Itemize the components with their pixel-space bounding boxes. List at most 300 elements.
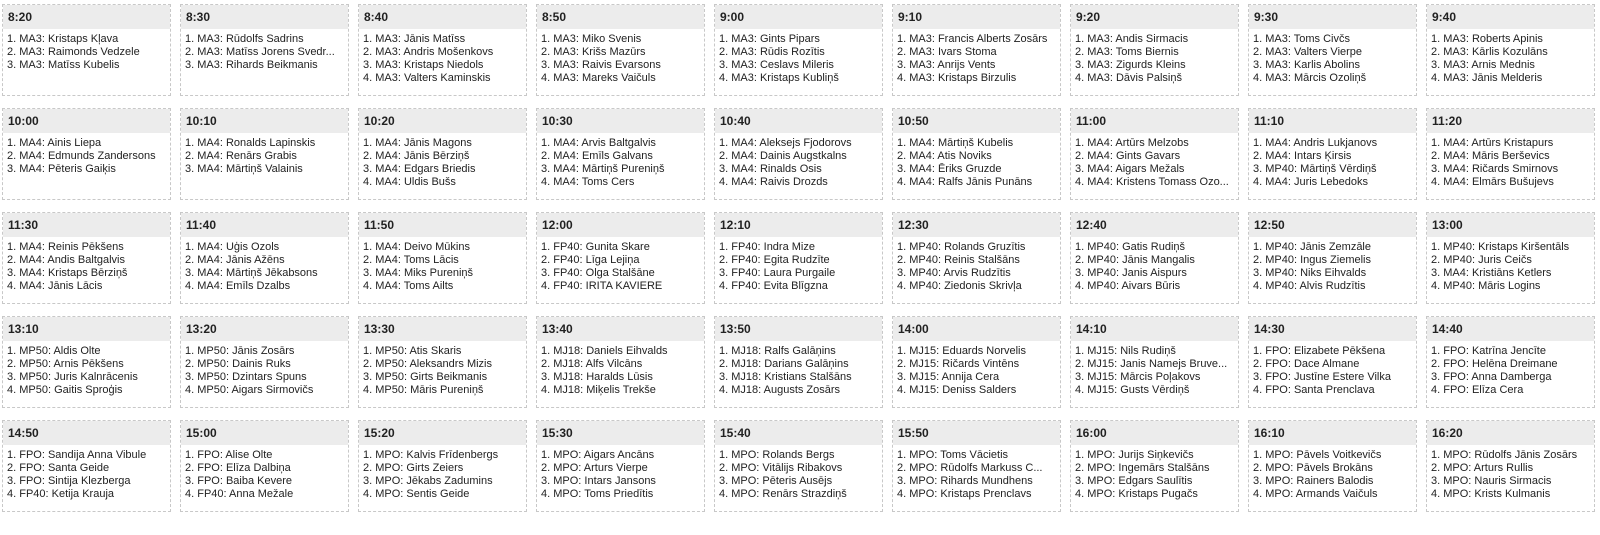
time-slot-header: 15:50	[893, 421, 1060, 445]
participant-entry: 2. FPO: Santa Geide	[7, 462, 110, 474]
participant-entry: 1. MA4: Deivo Mūkins	[363, 241, 470, 253]
participant-list	[1249, 445, 1416, 501]
participant-list	[359, 445, 526, 501]
time-slot-header: 11:40	[181, 213, 348, 237]
participant-list	[715, 29, 882, 85]
participant-list	[3, 445, 170, 501]
participant-entry: 1. FPO: Katrīna Jencīte	[1431, 345, 1546, 357]
participant-list	[1071, 445, 1238, 501]
time-slot-card	[1248, 108, 1417, 200]
participant-entry: 3. MA4: Mārtiņš Valainis	[185, 163, 303, 175]
time-slot-card	[714, 4, 883, 96]
participant-entry: 3. MJ15: Annija Cera	[897, 371, 1000, 383]
participant-entry: 1. MA4: Artūrs Melzobs	[1075, 137, 1189, 149]
time-slot-card	[1426, 420, 1595, 512]
participant-entry: 2. MA3: Andris Mošenkovs	[363, 46, 494, 58]
participant-entry: 1. MA3: Miko Svenis	[541, 33, 642, 45]
participant-entry: 1. FPO: Elizabete Pēkšena	[1253, 345, 1386, 357]
time-slot-card	[536, 420, 705, 512]
time-slot-card	[2, 316, 171, 408]
participant-entry: 1. FP40: Indra Mize	[719, 241, 815, 253]
time-slot-header: 13:40	[537, 317, 704, 341]
time-slot-header: 9:00	[715, 5, 882, 29]
participant-entry: 4. FP40: Ketija Krauja	[7, 488, 115, 500]
time-slot-card	[714, 316, 883, 408]
participant-entry: 1. MP40: Kristaps Kiršentāls	[1431, 241, 1570, 253]
participant-entry: 2. MA4: Emīls Galvans	[541, 150, 653, 162]
participant-entry: 2. MA4: Andis Baltgalvis	[7, 254, 126, 266]
participant-entry: 4. MJ18: Miķelis Trekše	[541, 384, 656, 396]
participant-list	[1071, 341, 1238, 397]
participant-entry: 3. MA4: Edgars Briedis	[363, 163, 476, 175]
time-slot-header: 8:50	[537, 5, 704, 29]
participant-entry: 3. MJ18: Kristians Stalšāns	[719, 371, 852, 383]
time-slot-card	[2, 108, 171, 200]
participant-entry: 2. MA4: Toms Lācis	[363, 254, 459, 266]
participant-list	[359, 237, 526, 293]
participant-entry: 3. FPO: Justīne Estere Vilka	[1253, 371, 1391, 383]
time-slot-card	[1070, 212, 1239, 304]
participant-entry: 3. MA3: Kristaps Niedols	[363, 59, 484, 71]
time-slot-header: 9:10	[893, 5, 1060, 29]
participant-entry: 3. MPO: Nauris Sirmacis	[1431, 475, 1552, 487]
time-slot-header: 14:00	[893, 317, 1060, 341]
time-slot-card	[180, 420, 349, 512]
participant-entry: 2. MPO: Pāvels Brokāns	[1253, 462, 1373, 474]
participant-list	[3, 237, 170, 293]
time-slot-header: 8:40	[359, 5, 526, 29]
time-slot-header: 14:30	[1249, 317, 1416, 341]
participant-entry: 4. MA4: Kristens Tomass Ozo...	[1075, 176, 1229, 188]
time-slot-header: 12:00	[537, 213, 704, 237]
participant-list	[1427, 445, 1594, 501]
participant-entry: 2. MA4: Intars Ķirsis	[1253, 150, 1352, 162]
participant-entry: 1. MA3: Francis Alberts Zosārs	[897, 33, 1048, 45]
time-slot-card	[2, 4, 171, 96]
participant-entry: 3. MA4: Aigars Mežals	[1075, 163, 1185, 175]
time-slot-header: 10:50	[893, 109, 1060, 133]
participant-entry: 1. MA3: Kristaps Kļava	[7, 33, 119, 45]
participant-entry: 4. MP40: Ziedonis Skrivļa	[897, 280, 1022, 292]
participant-entry: 4. MA3: Mareks Vaičuls	[541, 72, 656, 84]
participant-entry: 2. MPO: Arturs Vierpe	[541, 462, 648, 474]
participant-entry: 2. MP40: Ingus Ziemelis	[1253, 254, 1371, 266]
time-slot-card	[1426, 316, 1595, 408]
participant-entry: 1. MPO: Rūdolfs Jānis Zosārs	[1431, 449, 1578, 461]
participant-entry: 3. MP40: Arvis Rudzītis	[897, 267, 1011, 279]
time-slot-card	[180, 4, 349, 96]
time-slot-header: 10:40	[715, 109, 882, 133]
time-slot-header: 12:10	[715, 213, 882, 237]
participant-entry: 3. MA4: Pēteris Gaiķis	[7, 163, 116, 175]
participant-entry: 2. FPO: Dace Almane	[1253, 358, 1360, 370]
participant-entry: 4. MJ15: Deniss Salders	[897, 384, 1017, 396]
participant-entry: 1. FPO: Alise Olte	[185, 449, 273, 461]
participant-list	[3, 133, 170, 176]
participant-entry: 2. MA4: Atis Noviks	[897, 150, 992, 162]
time-slot-header: 8:20	[3, 5, 170, 29]
participant-entry: 4. MJ15: Gusts Vērdiņš	[1075, 384, 1190, 396]
participant-entry: 4. MPO: Krists Kulmanis	[1431, 488, 1551, 500]
participant-entry: 4. MPO: Kristaps Prenclavs	[897, 488, 1032, 500]
participant-list	[715, 341, 882, 397]
time-slot-card	[1248, 4, 1417, 96]
participant-list	[893, 445, 1060, 501]
participant-entry: 4. FP40: Anna Mežale	[185, 488, 294, 500]
participant-entry: 2. MA3: Kārlis Kozulāns	[1431, 46, 1548, 58]
participant-entry: 3. MPO: Rainers Balodis	[1253, 475, 1374, 487]
participant-entry: 3. MA3: Matīss Kubelis	[7, 59, 120, 71]
participant-entry: 2. MP40: Juris Ceičs	[1431, 254, 1532, 266]
participant-entry: 4. FPO: Santa Prenclava	[1253, 384, 1375, 396]
participant-entry: 2. MP40: Jānis Mangalis	[1075, 254, 1195, 266]
time-slot-card	[180, 316, 349, 408]
participant-entry: 4. FPO: Elīza Cera	[1431, 384, 1524, 396]
participant-entry: 2. MJ15: Ričards Vintēns	[897, 358, 1020, 370]
participant-list	[1249, 341, 1416, 397]
participant-entry: 3. FP40: Laura Purgaile	[719, 267, 836, 279]
participant-entry: 2. MA3: Krišs Mazūrs	[541, 46, 646, 58]
participant-entry: 2. MPO: Girts Zeiers	[363, 462, 464, 474]
participant-entry: 3. MPO: Rihards Mundhens	[897, 475, 1033, 487]
participant-entry: 2. MP50: Dainis Ruks	[185, 358, 291, 370]
participant-entry: 1. MJ15: Eduards Norvelis	[897, 345, 1026, 357]
participant-entry: 3. MA3: Zigurds Kleins	[1075, 59, 1186, 71]
participant-entry: 4. MA4: Juris Lebedoks	[1253, 176, 1368, 188]
participant-entry: 2. MPO: Ingemārs Stalšāns	[1075, 462, 1210, 474]
participant-list	[893, 341, 1060, 397]
participant-entry: 1. MP40: Gatis Rudiņš	[1075, 241, 1186, 253]
time-slot-card	[714, 108, 883, 200]
participant-entry: 1. MPO: Rolands Bergs	[719, 449, 835, 461]
participant-entry: 1. MA3: Roberts Apinis	[1431, 33, 1543, 45]
participant-entry: 2. MPO: Arturs Rullis	[1431, 462, 1534, 474]
participant-entry: 3. MA4: Rinalds Osis	[719, 163, 822, 175]
time-slot-header: 15:20	[359, 421, 526, 445]
participant-entry: 1. MP40: Jānis Zemzāle	[1253, 241, 1371, 253]
time-slot-card	[892, 4, 1061, 96]
participant-entry: 4. MA3: Kristaps Birzulis	[897, 72, 1017, 84]
time-slot-header: 15:40	[715, 421, 882, 445]
time-slot-card	[1070, 4, 1239, 96]
participant-list	[537, 341, 704, 397]
participant-list	[1427, 29, 1594, 85]
time-slot-card	[892, 420, 1061, 512]
participant-entry: 4. MA4: Jānis Lācis	[7, 280, 103, 292]
participant-list	[3, 341, 170, 397]
participant-entry: 1. MA4: Aleksejs Fjodorovs	[719, 137, 852, 149]
participant-entry: 4. MA4: Emīls Dzalbs	[185, 280, 291, 292]
participant-entry: 4. MA3: Mārcis Ozoliņš	[1253, 72, 1367, 84]
participant-entry: 2. MP50: Arnis Pēkšens	[7, 358, 124, 370]
participant-list	[893, 133, 1060, 189]
participant-entry: 2. MA3: Matīss Jorens Svedr...	[185, 46, 335, 58]
time-slot-header: 15:00	[181, 421, 348, 445]
time-slot-header: 13:50	[715, 317, 882, 341]
time-slot-header: 11:00	[1071, 109, 1238, 133]
participant-list	[537, 133, 704, 189]
participant-entry: 3. MPO: Edgars Saulītis	[1075, 475, 1193, 487]
participant-list	[715, 445, 882, 501]
participant-entry: 2. MJ18: Darians Galāņins	[719, 358, 849, 370]
participant-entry: 2. MPO: Rūdolfs Markuss C...	[897, 462, 1043, 474]
participant-entry: 1. MP40: Rolands Gruzītis	[897, 241, 1026, 253]
time-slot-card	[1426, 108, 1595, 200]
time-slot-header: 10:30	[537, 109, 704, 133]
participant-entry: 3. MA3: Raivis Evarsons	[541, 59, 661, 71]
participant-entry: 3. MP50: Dzintars Spuns	[185, 371, 307, 383]
time-slot-card	[2, 212, 171, 304]
participant-list	[359, 133, 526, 189]
participant-list	[1071, 29, 1238, 85]
time-slot-header: 12:50	[1249, 213, 1416, 237]
participant-entry: 3. MA3: Rihards Beikmanis	[185, 59, 318, 71]
time-slot-card	[1426, 4, 1595, 96]
participant-entry: 4. MPO: Renārs Strazdiņš	[719, 488, 847, 500]
participant-list	[1249, 133, 1416, 189]
participant-entry: 3. FPO: Baiba Kevere	[185, 475, 292, 487]
participant-entry: 3. MJ15: Mārcis Poļakovs	[1075, 371, 1201, 383]
participant-list	[537, 237, 704, 293]
time-slot-header: 11:50	[359, 213, 526, 237]
participant-entry: 2. MPO: Vitālijs Ribakovs	[719, 462, 843, 474]
participant-entry: 1. FP40: Gunita Skare	[541, 241, 650, 253]
participant-list	[359, 341, 526, 397]
participant-entry: 4. MA3: Dāvis Palsiņš	[1075, 72, 1182, 84]
participant-entry: 2. MA3: Valters Vierpe	[1253, 46, 1363, 58]
time-slot-card	[180, 212, 349, 304]
participant-entry: 3. MA4: Mārtiņš Jēkabsons	[185, 267, 318, 279]
time-slot-card	[1248, 316, 1417, 408]
participant-entry: 1. MA3: Gints Pipars	[719, 33, 820, 45]
participant-entry: 1. MP50: Jānis Zosārs	[185, 345, 295, 357]
time-slot-header: 10:20	[359, 109, 526, 133]
time-slot-card	[358, 108, 527, 200]
participant-entry: 3. MA4: Kristiāns Ketlers	[1431, 267, 1552, 279]
participant-entry: 1. MA4: Jānis Magons	[363, 137, 472, 149]
participant-entry: 3. MJ18: Haralds Lūsis	[541, 371, 653, 383]
participant-entry: 4. MPO: Kristaps Pugačs	[1075, 488, 1198, 500]
participant-entry: 1. MJ18: Ralfs Galāņins	[719, 345, 836, 357]
participant-entry: 3. MA4: Mārtiņš Pureniņš	[541, 163, 665, 175]
participant-entry: 3. MA3: Anrijs Vents	[897, 59, 996, 71]
participant-entry: 4. MA4: Uldis Bušs	[363, 176, 456, 188]
participant-entry: 3. MA4: Kristaps Bērziņš	[7, 267, 128, 279]
participant-entry: 4. FP40: IRITA KAVIERE	[541, 280, 663, 292]
participant-entry: 1. MA4: Mārtiņš Kubelis	[897, 137, 1014, 149]
participant-entry: 3. MA4: Miks Pureniņš	[363, 267, 474, 279]
time-slot-header: 14:10	[1071, 317, 1238, 341]
participant-entry: 1. MA4: Reinis Pēkšens	[7, 241, 124, 253]
participant-entry: 4. FP40: Evita Blīgzna	[719, 280, 828, 292]
participant-entry: 4. MA4: Ralfs Jānis Punāns	[897, 176, 1033, 188]
time-slot-card	[714, 212, 883, 304]
time-slot-card	[1426, 212, 1595, 304]
participant-entry: 2. MA3: Ivars Stoma	[897, 46, 997, 58]
participant-list	[1249, 29, 1416, 85]
participant-list	[715, 237, 882, 293]
participant-entry: 3. MA3: Ceslavs Mileris	[719, 59, 834, 71]
participant-entry: 1. MPO: Jurijs Siņkevičs	[1075, 449, 1194, 461]
participant-entry: 3. MPO: Pēteris Ausējs	[719, 475, 833, 487]
participant-entry: 1. MA3: Toms Civčs	[1253, 33, 1350, 45]
time-slot-header: 16:20	[1427, 421, 1594, 445]
schedule-grid	[2, 4, 1596, 512]
participant-entry: 2. MA4: Dainis Augstkalns	[719, 150, 847, 162]
participant-entry: 3. MA4: Ēriks Gruzde	[897, 163, 1002, 175]
participant-entry: 2. MA4: Māris Berševics	[1431, 150, 1550, 162]
participant-entry: 3. MP50: Girts Beikmanis	[363, 371, 488, 383]
participant-entry: 4. MP50: Māris Pureniņš	[363, 384, 484, 396]
participant-entry: 1. MP50: Aldis Olte	[7, 345, 101, 357]
time-slot-card	[1248, 212, 1417, 304]
participant-entry: 3. FPO: Anna Damberga	[1431, 371, 1552, 383]
time-slot-header: 11:10	[1249, 109, 1416, 133]
participant-entry: 4. MP40: Alvis Rudzītis	[1253, 280, 1366, 292]
participant-entry: 2. MJ15: Janis Namejs Bruve...	[1075, 358, 1228, 370]
participant-list	[1427, 341, 1594, 397]
participant-list	[181, 341, 348, 397]
time-slot-header: 13:20	[181, 317, 348, 341]
participant-entry: 4. MA4: Toms Ailts	[363, 280, 454, 292]
participant-entry: 4. MP50: Gaitis Sproģis	[7, 384, 123, 396]
participant-entry: 2. MA3: Raimonds Vedzele	[7, 46, 140, 58]
participant-list	[181, 133, 348, 176]
time-slot-header: 8:30	[181, 5, 348, 29]
participant-entry: 2. MA4: Gints Gavars	[1075, 150, 1181, 162]
time-slot-card	[536, 212, 705, 304]
participant-entry: 2. MA4: Jānis Bērziņš	[363, 150, 470, 162]
participant-entry: 3. MP40: Mārtiņš Vērdiņš	[1253, 163, 1377, 175]
time-slot-header: 10:00	[3, 109, 170, 133]
participant-list	[181, 29, 348, 72]
time-slot-header: 12:30	[893, 213, 1060, 237]
time-slot-card	[1070, 316, 1239, 408]
participant-entry: 4. MA3: Kristaps Kubliņš	[719, 72, 839, 84]
participant-list	[1249, 237, 1416, 293]
participant-entry: 3. MA3: Arnis Mednis	[1431, 59, 1535, 71]
participant-entry: 4. MPO: Sentis Geide	[363, 488, 470, 500]
participant-entry: 2. FP40: Egita Rudzīte	[719, 254, 830, 266]
participant-entry: 3. FPO: Sintija Klezberga	[7, 475, 131, 487]
participant-entry: 1. MPO: Toms Vācietis	[897, 449, 1009, 461]
participant-list	[181, 445, 348, 501]
time-slot-card	[358, 420, 527, 512]
participant-entry: 2. MP50: Aleksandrs Mizis	[363, 358, 492, 370]
participant-entry: 1. MA3: Jānis Matīss	[363, 33, 466, 45]
participant-list	[3, 29, 170, 72]
time-slot-card	[1070, 108, 1239, 200]
participant-entry: 4. MP40: Aivars Būris	[1075, 280, 1181, 292]
time-slot-header: 13:10	[3, 317, 170, 341]
participant-entry: 1. MA3: Andis Sirmacis	[1075, 33, 1189, 45]
participant-entry: 2. MA4: Jānis Ažēns	[185, 254, 285, 266]
time-slot-header: 16:00	[1071, 421, 1238, 445]
participant-entry: 1. MJ15: Nils Rudiņš	[1075, 345, 1176, 357]
time-slot-header: 14:40	[1427, 317, 1594, 341]
time-slot-header: 9:30	[1249, 5, 1416, 29]
participant-entry: 3. MA3: Karlis Abolins	[1253, 59, 1360, 71]
participant-entry: 4. MA4: Raivis Drozds	[719, 176, 828, 188]
participant-list	[537, 29, 704, 85]
participant-entry: 1. MA4: Arvis Baltgalvis	[541, 137, 656, 149]
time-slot-header: 16:10	[1249, 421, 1416, 445]
time-slot-header: 14:50	[3, 421, 170, 445]
participant-entry: 1. MA4: Uģis Ozols	[185, 241, 280, 253]
time-slot-header: 10:10	[181, 109, 348, 133]
time-slot-header: 9:40	[1427, 5, 1594, 29]
participant-entry: 4. MA4: Toms Cers	[541, 176, 635, 188]
participant-list	[1427, 237, 1594, 293]
participant-entry: 1. FPO: Sandija Anna Vibule	[7, 449, 147, 461]
participant-list	[893, 237, 1060, 293]
participant-list	[893, 29, 1060, 85]
time-slot-header: 9:20	[1071, 5, 1238, 29]
participant-entry: 3. FP40: Olga Stalšāne	[541, 267, 655, 279]
participant-list	[715, 133, 882, 189]
participant-entry: 4. MPO: Toms Priedītis	[541, 488, 654, 500]
participant-entry: 3. MPO: Intars Jansons	[541, 475, 656, 487]
participant-entry: 1. MA3: Rūdolfs Sadrins	[185, 33, 304, 45]
participant-entry: 1. MA4: Andris Lukjanovs	[1253, 137, 1378, 149]
participant-entry: 2. MA4: Renārs Grabis	[185, 150, 297, 162]
time-slot-card	[892, 212, 1061, 304]
time-slot-card	[2, 420, 171, 512]
time-slot-header: 11:20	[1427, 109, 1594, 133]
participant-entry: 4. MA4: Elmārs Bušujevs	[1431, 176, 1554, 188]
time-slot-header: 13:00	[1427, 213, 1594, 237]
time-slot-card	[358, 316, 527, 408]
time-slot-card	[1248, 420, 1417, 512]
participant-list	[1427, 133, 1594, 189]
time-slot-header: 11:30	[3, 213, 170, 237]
participant-entry: 1. MA4: Ainis Liepa	[7, 137, 102, 149]
participant-list	[359, 29, 526, 85]
participant-list	[181, 237, 348, 293]
time-slot-card	[358, 4, 527, 96]
time-slot-card	[358, 212, 527, 304]
time-slot-card	[180, 108, 349, 200]
participant-entry: 1. MA4: Ronalds Lapinskis	[185, 137, 316, 149]
participant-entry: 4. MP50: Aigars Sirmovičs	[185, 384, 314, 396]
time-slot-header: 12:40	[1071, 213, 1238, 237]
participant-entry: 3. MP40: Janis Aispurs	[1075, 267, 1187, 279]
participant-entry: 3. MA4: Ričards Smirnovs	[1431, 163, 1559, 175]
time-slot-card	[1070, 420, 1239, 512]
participant-entry: 2. MJ18: Alfs Vilcāns	[541, 358, 643, 370]
participant-entry: 1. MPO: Pāvels Voitkevičs	[1253, 449, 1382, 461]
participant-entry: 4. MA3: Valters Kaminskis	[363, 72, 491, 84]
time-slot-header: 15:30	[537, 421, 704, 445]
time-slot-card	[714, 420, 883, 512]
participant-entry: 4. MP40: Māris Logins	[1431, 280, 1541, 292]
participant-list	[1071, 237, 1238, 293]
participant-list	[537, 445, 704, 501]
participant-entry: 1. MP50: Atis Skaris	[363, 345, 462, 357]
participant-entry: 2. FP40: Līga Lejiņa	[541, 254, 640, 266]
time-slot-card	[892, 316, 1061, 408]
participant-entry: 1. MA4: Artūrs Kristapurs	[1431, 137, 1554, 149]
participant-entry: 1. MJ18: Daniels Eihvalds	[541, 345, 668, 357]
participant-entry: 1. MPO: Kalvis Frīdenbergs	[363, 449, 499, 461]
time-slot-card	[892, 108, 1061, 200]
participant-entry: 2. FPO: Elīza Dalbiņa	[185, 462, 291, 474]
time-slot-header: 13:30	[359, 317, 526, 341]
participant-entry: 4. MA3: Jānis Melderis	[1431, 72, 1543, 84]
participant-entry: 1. MPO: Aigars Ancāns	[541, 449, 655, 461]
participant-list	[1071, 133, 1238, 189]
participant-entry: 2. MP40: Reinis Stalšāns	[897, 254, 1020, 266]
